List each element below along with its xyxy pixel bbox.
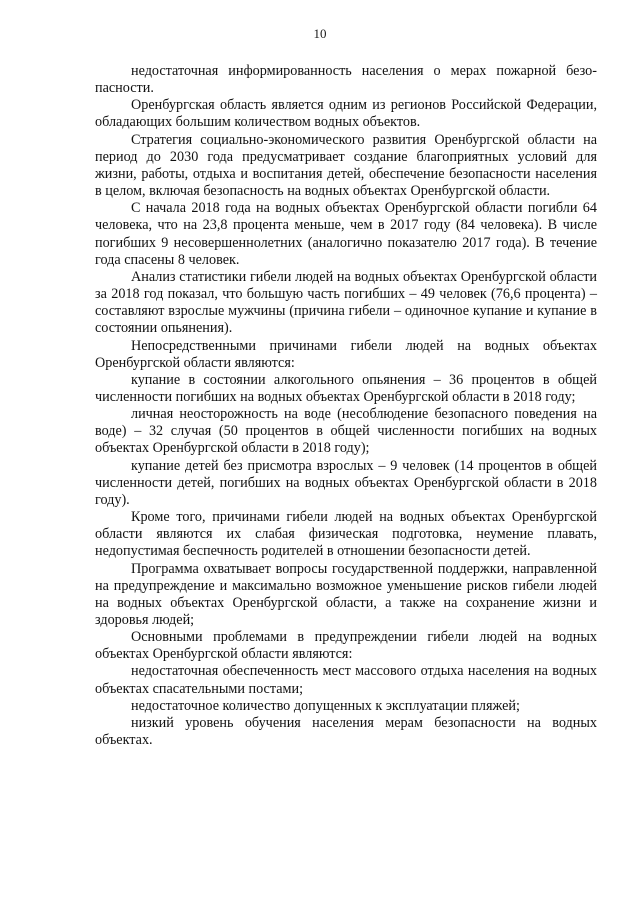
paragraph-4: С начала 2018 года на водных объектах Оренбургской области погибли 64 человека, что на 23,8 процента меньше, чем в 2017 году (84 человека). В числе погибших 9 несовершеннолетних (аналогично показателю 2017 года). В течение года спасены 8 человек. xyxy=(95,200,597,268)
paragraph-6: Непосредственными причинами гибели людей на водных объектах Оренбургской области являются: xyxy=(95,337,597,371)
paragraph-13: недостаточная обеспеченность мест массового отдыха населения на водных объектах спасательными постами; xyxy=(95,663,597,697)
paragraph-7: купание в состоянии алкогольного опьянения – 36 процентов в общей численности погибших на водных объектах Оренбургской области в 2018 году; xyxy=(95,371,597,405)
paragraph-12: Основными проблемами в предупреждении гибели людей на водных объектах Оренбургской области являются: xyxy=(95,629,597,663)
paragraph-2: Оренбургская область является одним из регионов Российской Федерации, обладающих большим количеством водных объектов. xyxy=(95,97,597,131)
paragraph-1: недостаточная информированность населения о мерах пожарной безопасности. xyxy=(95,63,597,97)
paragraph-15: низкий уровень обучения населения мерам безопасности на водных объектах. xyxy=(95,714,597,749)
paragraph-5: Анализ статистики гибели людей на водных объектах Оренбургской области за 2018 год показал, что большую часть погибших – 49 человек (76,6 процента) – составляют взрослые мужчины (причина гибели – одиночное купание и купание в состоянии опьянения). xyxy=(95,268,597,337)
paragraph-14: недостаточное количество допущенных к эксплуатации пляжей; xyxy=(131,697,520,714)
paragraph-10: Кроме того, причинами гибели людей на водных объектах Оренбургской области являются их слабая физическая подготовка, неумение плавать, недопустимая беспечность родителей в отношении безопасности детей. xyxy=(95,509,597,560)
paragraph-8: личная неосторожность на воде (несоблюдение безопасного поведения на воде) – 32 случая (50 процентов в общей численности погибших на водных объектах Оренбургской области в 2018 году); xyxy=(95,406,597,457)
paragraph-11: Программа охватывает вопросы государственной поддержки, направленной на предупреждение и максимально возможное уменьшение рисков гибели людей на водных объектах Оренбургской области, а также на сохранение жизни и здоровья людей; xyxy=(95,560,597,628)
paragraph-3: Стратегия социально-экономического развития Оренбургской области на период до 2030 года предусматривает создание благоприятных условий для жизни, работы, отдыха и воспитания детей, обеспечение безопасности населения в целом, включая безопасность на водных объектах Оренбургской области. xyxy=(95,131,597,200)
paragraph-9: купание детей без присмотра взрослых – 9 человек (14 процентов в общей численности детей, погибших на водных объектах Оренбургской области в 2018 году). xyxy=(95,457,597,508)
page-number: 10 xyxy=(313,26,327,41)
document-body xyxy=(95,63,597,749)
